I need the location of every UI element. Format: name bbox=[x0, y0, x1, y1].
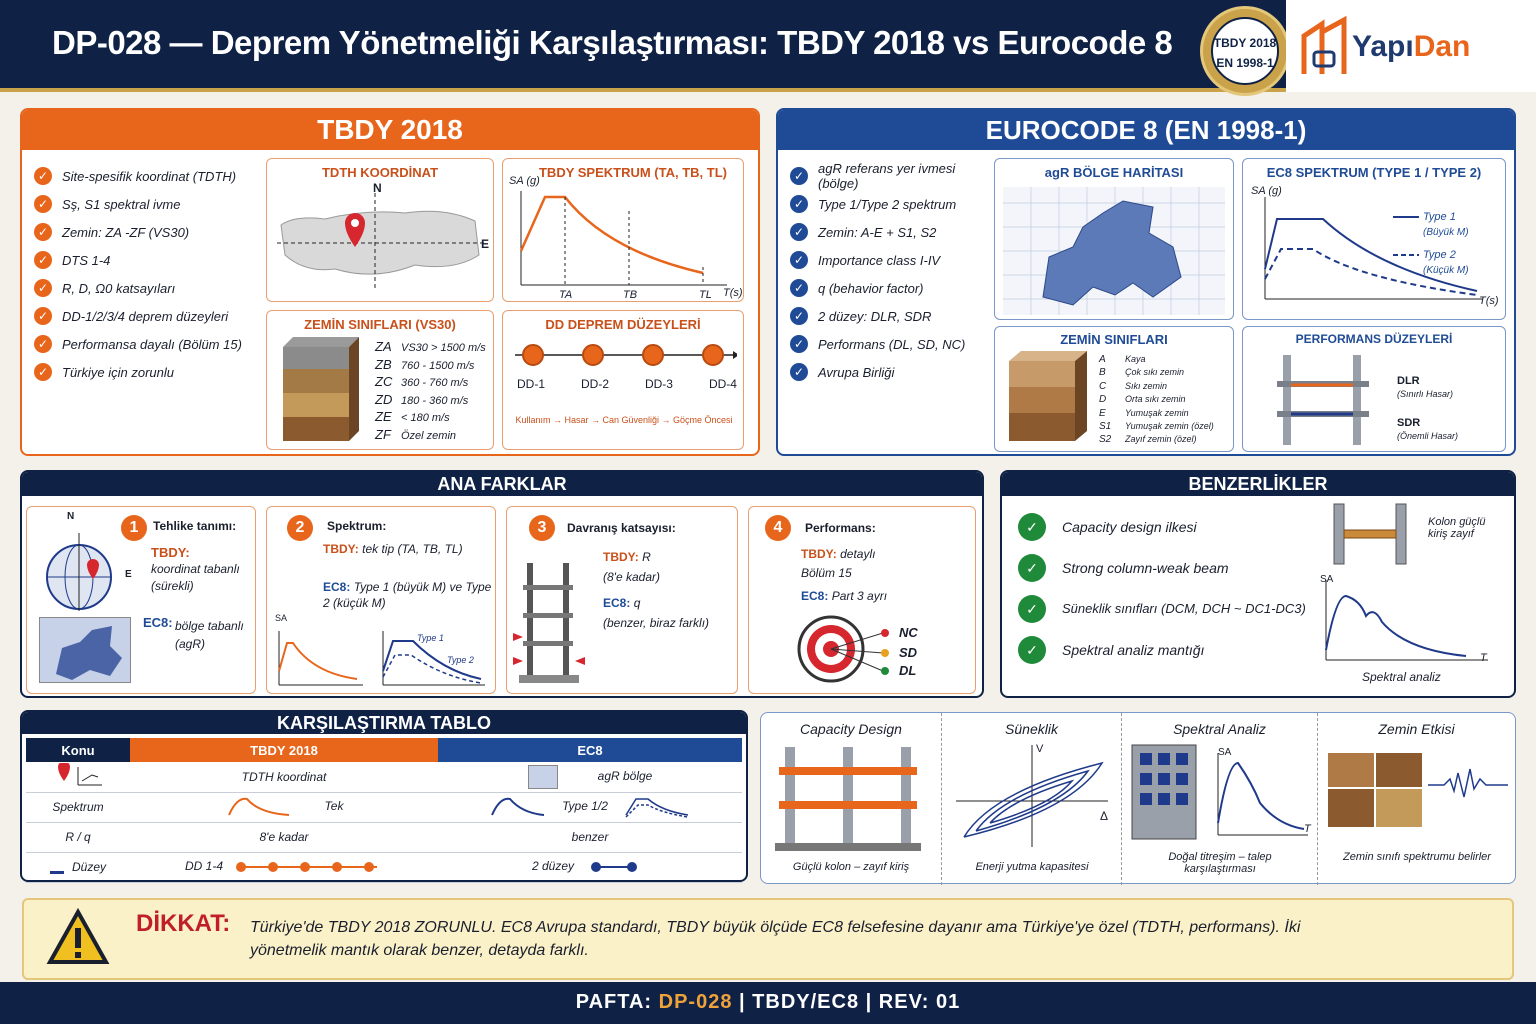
ec8-map-title: agR BÖLGE HARİTASI bbox=[1044, 165, 1184, 180]
t-label: T(s) bbox=[723, 287, 743, 299]
dual-curve-icon bbox=[622, 795, 692, 819]
ec8-spectrum-chart bbox=[1247, 189, 1503, 317]
tdth-box bbox=[266, 158, 494, 302]
ec8-item: ✓ Importance class I-IV bbox=[790, 246, 990, 274]
tb-label: TB bbox=[623, 289, 638, 301]
dd-title: DD DEPREM DÜZEYLERİ bbox=[545, 317, 701, 332]
card-number: 2 bbox=[287, 515, 313, 541]
tbdy-panel bbox=[20, 108, 760, 456]
table-row: TDTH koordinat agR bölge bbox=[26, 762, 742, 792]
card-tbdy-text: TBDY: detaylı Bölüm 15 bbox=[801, 547, 876, 580]
table-header-ec8: EC8 bbox=[438, 738, 742, 762]
v-label: V bbox=[1036, 743, 1044, 755]
frame-damage-icon bbox=[1273, 351, 1383, 447]
orange-curve-icon bbox=[225, 795, 295, 819]
europe-map-icon bbox=[1003, 187, 1225, 315]
tbdy-item: ✓ Site-spesifik koordinat (TDTH) bbox=[34, 162, 254, 190]
sa-label: SA (g) bbox=[509, 175, 540, 187]
benzer-sa: SA bbox=[1320, 574, 1334, 585]
dd-note: Kullanım → Hasar → Can Güvenliği → Göçme Öncesi bbox=[515, 415, 733, 425]
ec8-t-label: T(s) bbox=[1479, 295, 1499, 307]
table-row: R / q 8'e kadar benzer bbox=[26, 822, 742, 852]
type2-label: Type 2 bbox=[1423, 249, 1456, 261]
ec8-zemin-box bbox=[994, 326, 1234, 452]
soil-block-icon bbox=[273, 333, 363, 447]
benzer-item: ✓ Spektral analiz mantığı bbox=[1018, 629, 1308, 670]
table-title: KARŞILAŞTIRMA TABLO bbox=[22, 712, 746, 734]
benzer-list bbox=[1018, 506, 1308, 670]
ec8-item: ✓ Performans (DL, SD, NC) bbox=[790, 330, 990, 358]
globe-icon bbox=[37, 525, 123, 615]
compare-table bbox=[26, 738, 742, 883]
warning-box bbox=[22, 898, 1514, 980]
building-spectrum-icon bbox=[1128, 743, 1312, 843]
seal-line1: TBDY 2018 bbox=[1213, 36, 1277, 50]
farklar-card-4 bbox=[748, 506, 976, 694]
tbdy-zemin-title: ZEMİN SINIFLARI (VS30) bbox=[304, 317, 456, 332]
tbdy-item: ✓ Türkiye için zorunlu bbox=[34, 358, 254, 386]
card-ec8-text: EC8: Part 3 ayrı bbox=[801, 589, 888, 603]
east-label: E bbox=[481, 237, 490, 251]
capacity-frame-icon bbox=[775, 743, 925, 853]
benzer-panel bbox=[1000, 470, 1516, 698]
warning-text: Türkiye'de TBDY 2018 ZORUNLU. EC8 Avrupa standardı, TBDY büyük ölçüde EC8 felsefesine dayanır ama Türkiye'ye özel (TDTH, performans). İki yönetmelik mantık olarak benzer, detayda farklı. bbox=[250, 919, 1301, 959]
ta-label: TA bbox=[559, 289, 573, 301]
ec8-item: ✓ Type 1/Type 2 spektrum bbox=[790, 190, 990, 218]
ec8-list bbox=[790, 162, 990, 386]
bar-chart-icon bbox=[50, 862, 64, 874]
card-heading: Spektrum: bbox=[327, 519, 387, 533]
dlr-sub: (Sınırlı Hasar) bbox=[1397, 389, 1454, 399]
card-heading: Tehlike tanımı: bbox=[153, 519, 237, 533]
card-tbdy-label: TBDY: bbox=[151, 545, 190, 560]
concept-strip bbox=[760, 712, 1516, 884]
tbdy-item: ✓ Zemin: ZA -ZF (VS30) bbox=[34, 218, 254, 246]
mini-sa-label: SA bbox=[275, 613, 288, 623]
dd-dot bbox=[643, 345, 663, 365]
warning-label: DİKKAT: bbox=[136, 910, 231, 937]
benzer-t: T bbox=[1480, 652, 1487, 664]
tbdy-spectrum-title: TBDY SPEKTRUM (TA, TB, TL) bbox=[538, 165, 727, 180]
kolon-label: Kolon güçlü kiriş zayıf bbox=[1428, 516, 1486, 540]
tbdy-zemin-list: ZA VS30 > 1500 m/s ZB 760 - 1500 m/s ZC 360 - 760 m/s ZD 180 - 360 m/s ZE < 180 m/s ZF Özel zemin bbox=[375, 339, 486, 442]
concept-cap-2: Enerji yutma kapasitesi bbox=[975, 861, 1089, 873]
concept-cap-4: Zemin sınıfı spektrumu belirler bbox=[1343, 851, 1491, 863]
north-label: N bbox=[67, 511, 75, 522]
warning-icon bbox=[46, 908, 110, 966]
benzer-item: ✓ Strong column-weak beam bbox=[1018, 547, 1308, 588]
benzer-spectrum-chart bbox=[1316, 576, 1496, 668]
tbdy-item: ✓ Performansa dayalı (Bölüm 15) bbox=[34, 330, 254, 358]
soil-wave-icon bbox=[1324, 749, 1510, 831]
beam-column-icon bbox=[1320, 500, 1420, 570]
tbdy-title: TBDY 2018 bbox=[22, 110, 758, 150]
benzer-item: ✓ Süneklik sınıfları (DCM, DCH ~ DC1-DC3) bbox=[1018, 588, 1308, 629]
ec8-item: ✓ Avrupa Birliği bbox=[790, 358, 990, 386]
seal-badge bbox=[1200, 6, 1290, 96]
concept-cell-2 bbox=[941, 713, 1121, 885]
icons-t: T bbox=[1304, 823, 1311, 835]
page-title: DP-028 — Deprem Yönetmeliği Karşılaştırması: TBDY 2018 vs Eurocode 8 bbox=[52, 24, 1173, 61]
table-row: Spektrum Tek Type 1/2 bbox=[26, 792, 742, 822]
tbdy-spectrum-box bbox=[502, 158, 744, 302]
concept-cap-3: Doğal titreşim – talep karşılaştırması bbox=[1168, 851, 1272, 875]
tl-label: TL bbox=[699, 289, 712, 301]
card-number: 4 bbox=[765, 515, 791, 541]
ec8-soil-icon bbox=[1001, 347, 1093, 447]
ec8-spectrum-title: EC8 SPEKTRUM (TYPE 1 / TYPE 2) bbox=[1266, 165, 1482, 180]
dlr-label: DLR bbox=[1397, 375, 1420, 387]
dd-timeline bbox=[511, 341, 737, 371]
ec8-item: ✓ agR referans yer ivmesi (bölge) bbox=[790, 162, 990, 190]
card-ec8-desc: bölge tabanlı (agR) bbox=[175, 619, 244, 651]
card-ec8-text: EC8: Type 1 (büyük M) ve Type 2 (küçük M) bbox=[323, 580, 492, 610]
tbdy-spectrum-chart bbox=[507, 181, 739, 299]
ec8-item: ✓ Zemin: A-E + S1, S2 bbox=[790, 218, 990, 246]
logo-text-b: Dan bbox=[1413, 30, 1471, 63]
concept-cap-1: Güçlü kolon – zayıf kiriş bbox=[792, 861, 910, 873]
compare-table-panel bbox=[20, 710, 748, 882]
north-label: N bbox=[373, 181, 382, 195]
card-tbdy-desc: koordinat tabanlı (sürekli) bbox=[151, 562, 240, 593]
card-number: 1 bbox=[121, 515, 147, 541]
farklar-card-1 bbox=[26, 506, 256, 694]
farklar-panel bbox=[20, 470, 984, 698]
card-tbdy-text: TBDY: tek tip (TA, TB, TL) bbox=[323, 542, 463, 556]
dd-dot bbox=[583, 345, 603, 365]
sdr-sub: (Önemli Hasar) bbox=[1397, 431, 1459, 441]
type2-sub: (Küçük M) bbox=[1423, 265, 1469, 276]
mini-europe-map-icon bbox=[39, 617, 131, 683]
two-dots-icon bbox=[588, 859, 648, 875]
benzer-spek: Spektral analiz bbox=[1362, 670, 1441, 684]
card-heading: Performans: bbox=[805, 521, 876, 535]
turkey-map-icon bbox=[275, 185, 490, 297]
card-ec8-text: EC8: q (benzer, biraz farklı) bbox=[603, 596, 710, 630]
blue-curve-icon bbox=[488, 795, 548, 819]
concept-title-4: Zemin Etkisi bbox=[1378, 721, 1455, 737]
icons-sa: SA bbox=[1218, 747, 1232, 758]
tbdy-list bbox=[34, 162, 254, 386]
ec8-item: ✓ 2 düzey: DLR, SDR bbox=[790, 302, 990, 330]
tbdy-item: ✓ DTS 1-4 bbox=[34, 246, 254, 274]
concept-cell-3 bbox=[1121, 713, 1317, 885]
dd-dot bbox=[703, 345, 723, 365]
benzer-item: ✓ Capacity design ilkesi bbox=[1018, 506, 1308, 547]
ec8-item: ✓ q (behavior factor) bbox=[790, 274, 990, 302]
tbdy-item: ✓ Sş, S1 spektral ivme bbox=[34, 190, 254, 218]
card-tbdy-text: TBDY: R (8'e kadar) bbox=[603, 550, 660, 584]
footer bbox=[0, 982, 1536, 1024]
footer-rest: | TBDY/EC8 | REV: 01 bbox=[739, 991, 961, 1013]
dd-dots-icon bbox=[233, 859, 383, 875]
card-heading: Davranış katsayısı: bbox=[567, 521, 676, 535]
mini-map-icon bbox=[528, 765, 558, 789]
target-icon bbox=[795, 613, 955, 683]
farklar-title: ANA FARKLAR bbox=[22, 472, 982, 496]
tbdy-item: ✓ R, D, Ω0 katsayıları bbox=[34, 274, 254, 302]
card-ec8-label: EC8: bbox=[143, 615, 173, 630]
footer-code: DP-028 bbox=[658, 991, 733, 1013]
tbdy-zemin-box bbox=[266, 310, 494, 450]
nc-label: NC bbox=[899, 625, 918, 640]
ec8-spectrum-box bbox=[1242, 158, 1506, 320]
type1-sub: (Büyük M) bbox=[1423, 227, 1469, 238]
header bbox=[0, 0, 1536, 92]
footer-label: PAFTA: bbox=[575, 991, 653, 1013]
ec8-panel bbox=[776, 108, 1516, 456]
building-logo-icon bbox=[1300, 16, 1348, 76]
ec8-title: EUROCODE 8 (EN 1998-1) bbox=[778, 110, 1514, 150]
dd-labels: DD-1 DD-2 DD-3 DD-4 bbox=[517, 377, 737, 391]
tdth-title: TDTH KOORDİNAT bbox=[321, 165, 439, 180]
dd-dot bbox=[523, 345, 543, 365]
sdr-label: SDR bbox=[1397, 417, 1421, 429]
concept-title-1: Capacity Design bbox=[800, 721, 902, 737]
table-row: Düzey DD 1-4 2 düzey bbox=[26, 852, 742, 882]
benzer-title: BENZERLİKLER bbox=[1002, 472, 1514, 496]
ec8-perf-box bbox=[1242, 326, 1506, 452]
east-label: E bbox=[125, 569, 132, 580]
mini-type1: Type 1 bbox=[417, 633, 444, 643]
mini-type2: Type 2 bbox=[447, 655, 474, 665]
delta-label: Δ bbox=[1100, 809, 1109, 823]
location-axis-icon bbox=[48, 763, 108, 787]
dd-box bbox=[502, 310, 744, 450]
type1-label: Type 1 bbox=[1423, 211, 1456, 223]
ec8-map-box bbox=[994, 158, 1234, 320]
farklar-card-2 bbox=[266, 506, 496, 694]
concept-title-3: Spektral Analiz bbox=[1173, 721, 1266, 737]
ec8-perf-title: PERFORMANS DÜZEYLERİ bbox=[1295, 332, 1453, 346]
ec8-sa-label: SA (g) bbox=[1251, 185, 1282, 197]
concept-cell-4 bbox=[1317, 713, 1515, 885]
tbdy-item: ✓ DD-1/2/3/4 deprem düzeyleri bbox=[34, 302, 254, 330]
seal-line2: EN 1998-1 bbox=[1216, 56, 1274, 70]
farklar-card-3 bbox=[506, 506, 738, 694]
hysteresis-icon bbox=[952, 741, 1112, 851]
ec8-zemin-list: A Kaya B Çok sıkı zemin C Sıkı zemin D Orta sıkı zemin E Yumuşak zemin S1 Yumuşak zemin (özel) S2 Zayıf zemin (özel) bbox=[1099, 354, 1214, 446]
dl-label: DL bbox=[899, 663, 917, 678]
logo-text-a: Yapı bbox=[1352, 30, 1414, 63]
shear-frame-icon bbox=[513, 557, 587, 689]
table-header-tbdy: TBDY 2018 bbox=[130, 738, 438, 762]
tbdy-spectrum-curve bbox=[521, 197, 703, 273]
table-header-konu: Konu bbox=[26, 738, 130, 762]
concept-title-2: Süneklik bbox=[1005, 721, 1058, 737]
logo bbox=[1286, 0, 1536, 92]
card-number: 3 bbox=[529, 515, 555, 541]
ec8-zemin-title: ZEMİN SINIFLARI bbox=[1060, 332, 1168, 347]
sd-label: SD bbox=[899, 645, 918, 660]
